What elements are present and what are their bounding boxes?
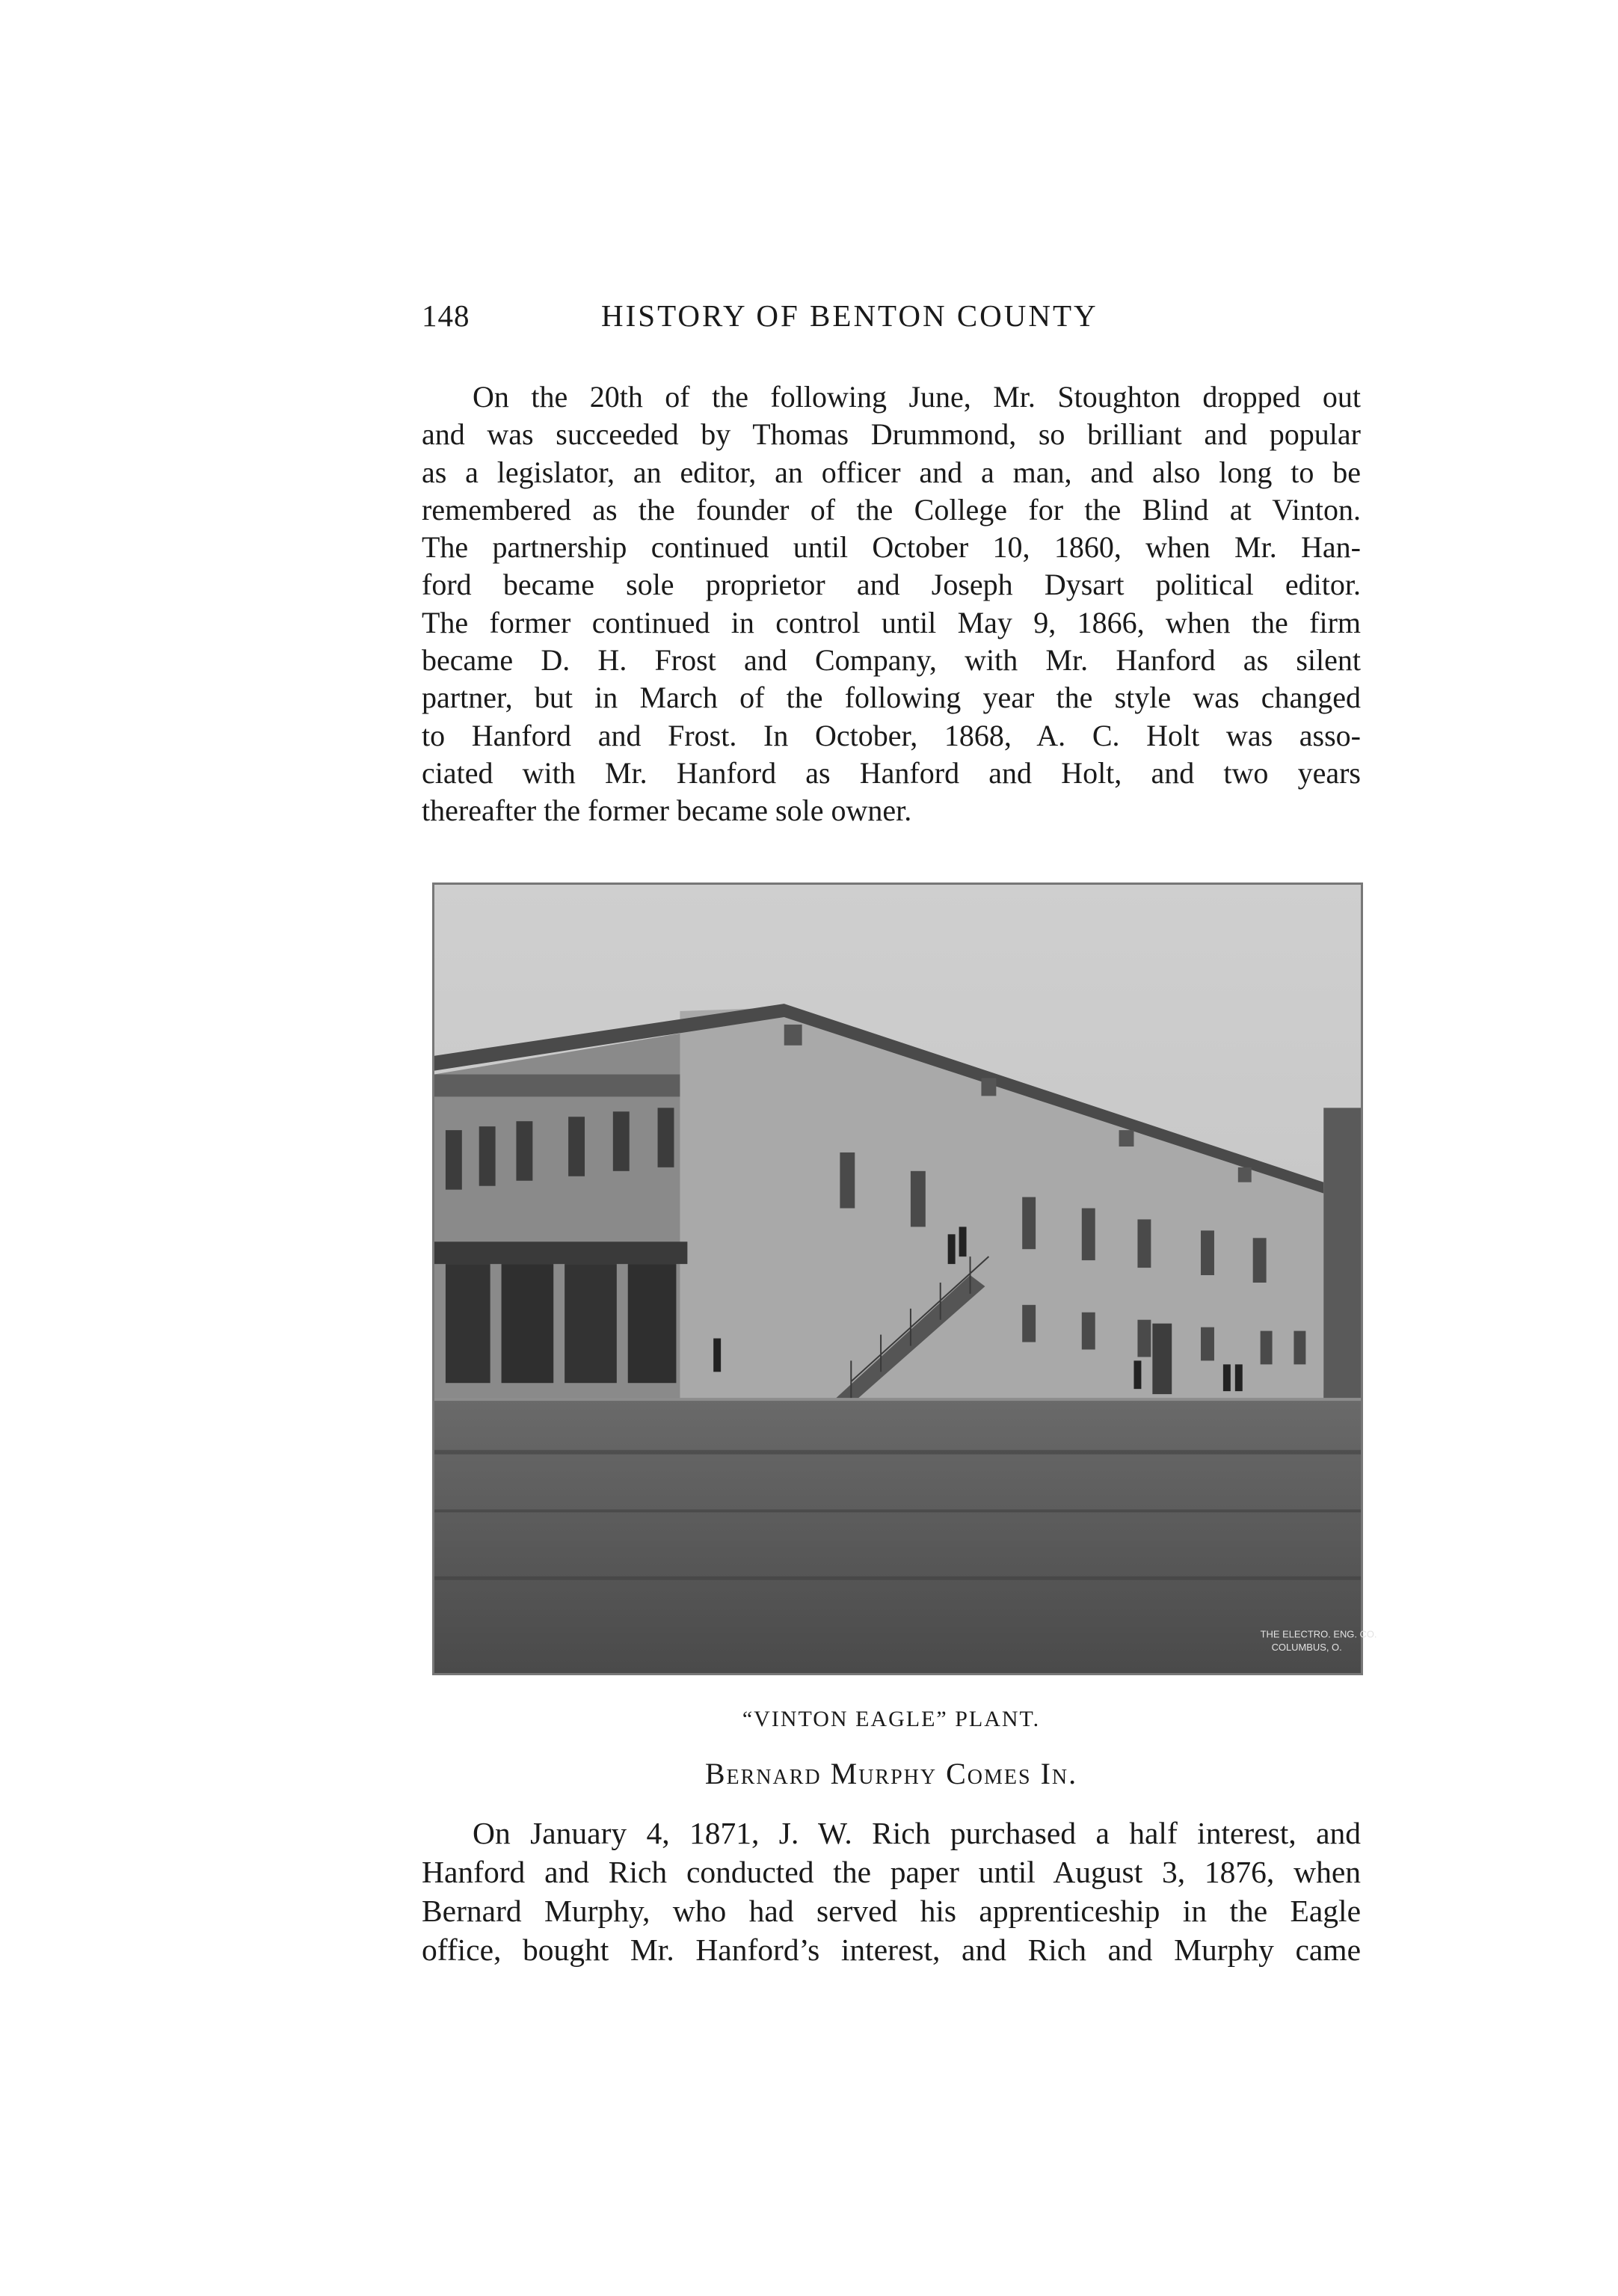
text-line: and was succeeded by Thomas Drummond, so brilliant and popular — [422, 417, 1361, 452]
text-line: ford became sole proprietor and Joseph Dysart political editor. — [422, 568, 1361, 602]
text-line: On January 4, 1871, J. W. Rich purchased a half interest, and — [473, 1816, 1361, 1850]
text-line: became D. H. Frost and Company, with Mr. Hanford as silent — [422, 643, 1361, 678]
text-line: ciated with Mr. Hanford as Hanford and Holt, and two years — [422, 755, 1361, 790]
building-illustration — [434, 885, 1377, 1673]
text-line: partner, but in March of the following year the style was changed — [422, 681, 1361, 715]
page-number: 148 — [422, 298, 470, 333]
photo-caption: “VINTON EAGLE” PLANT. — [742, 1707, 1041, 1731]
engraver-mark-line1: THE ELECTRO. ENG. CO. — [1260, 1628, 1377, 1640]
vinton-eagle-plant-photo — [432, 883, 1377, 1675]
engraver-mark-line2: COLUMBUS, O. — [1271, 1642, 1342, 1654]
text-line: The partnership continued until October 10, 1860, when Mr. Han- — [422, 530, 1361, 565]
paragraph-1 — [422, 378, 1361, 830]
text-line: to Hanford and Frost. In October, 1868, A. C. Holt was asso- — [422, 718, 1361, 752]
text-line: Bernard Murphy, who had served his apprenticeship in the Eagle — [422, 1894, 1361, 1928]
text-line: Hanford and Rich conducted the paper until August 3, 1876, when — [422, 1855, 1361, 1889]
text-line: as a legislator, an editor, an officer and a man, and also long to be — [422, 455, 1361, 489]
text-line: thereafter the former became sole owner. — [422, 794, 912, 828]
running-title: HISTORY OF BENTON COUNTY — [601, 298, 1098, 333]
text-line: office, bought Mr. Hanford’s interest, and Rich and Murphy came — [422, 1933, 1361, 1967]
text-line: remembered as the founder of the College for the Blind at Vinton. — [422, 492, 1361, 527]
text-line: On the 20th of the following June, Mr. Stoughton dropped out — [473, 380, 1361, 414]
paragraph-2 — [422, 1814, 1361, 1969]
text-line: The former continued in control until May 9, 1866, when the firm — [422, 605, 1361, 639]
section-heading: Bernard Murphy Comes In. — [704, 1757, 1078, 1790]
page-header — [422, 298, 1349, 350]
